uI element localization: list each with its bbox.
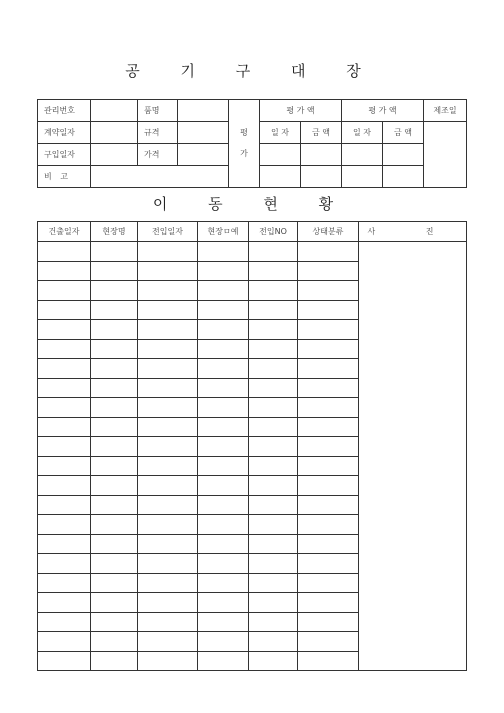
label-manufacture-date: 제조일 <box>424 100 467 122</box>
table-cell[interactable] <box>198 554 249 574</box>
table-cell[interactable] <box>38 398 91 418</box>
label-mgmt-no: 관리번호 <box>38 100 91 122</box>
table-row <box>38 242 467 262</box>
table-cell[interactable] <box>138 612 198 632</box>
table-cell[interactable] <box>249 300 298 320</box>
value-manufacture-date[interactable] <box>424 122 467 188</box>
value-remarks[interactable] <box>91 166 229 188</box>
table-cell[interactable] <box>298 632 359 652</box>
movement-table <box>37 221 467 671</box>
header-col-out-date: 건출일자 <box>38 222 91 242</box>
table-cell[interactable] <box>38 632 91 652</box>
table-cell[interactable] <box>249 573 298 593</box>
page-title: 공 기 구 대 장 <box>125 62 379 80</box>
table-cell[interactable] <box>91 495 138 515</box>
value-amount-1b[interactable] <box>301 166 342 188</box>
table-cell[interactable] <box>91 417 138 437</box>
table-cell[interactable] <box>198 515 249 535</box>
table-cell[interactable] <box>138 651 198 671</box>
table-cell[interactable] <box>249 378 298 398</box>
table-cell[interactable] <box>91 300 138 320</box>
table-cell[interactable] <box>138 632 198 652</box>
value-amount-2b[interactable] <box>383 166 424 188</box>
table-cell[interactable] <box>298 320 359 340</box>
table-cell[interactable] <box>138 281 198 301</box>
table-cell[interactable] <box>138 534 198 554</box>
table-cell[interactable] <box>91 651 138 671</box>
table-cell[interactable] <box>249 554 298 574</box>
value-date-2[interactable] <box>342 144 383 166</box>
table-cell[interactable] <box>138 359 198 379</box>
info-table <box>37 99 467 188</box>
header-col-site-note: 현장ㅁ예 <box>198 222 249 242</box>
table-cell[interactable] <box>249 359 298 379</box>
table-cell[interactable] <box>298 593 359 613</box>
table-cell[interactable] <box>91 593 138 613</box>
table-cell[interactable] <box>138 398 198 418</box>
table-cell[interactable] <box>38 456 91 476</box>
table-cell[interactable] <box>198 320 249 340</box>
table-cell[interactable] <box>91 281 138 301</box>
table-cell[interactable] <box>198 242 249 262</box>
label-valuation-vertical <box>229 100 260 188</box>
table-cell[interactable] <box>298 378 359 398</box>
header-col-status: 상태분류 <box>298 222 359 242</box>
table-cell[interactable] <box>91 339 138 359</box>
table-cell[interactable] <box>91 261 138 281</box>
table-cell[interactable] <box>298 495 359 515</box>
table-cell[interactable] <box>249 593 298 613</box>
table-cell[interactable] <box>91 515 138 535</box>
table-cell[interactable] <box>249 651 298 671</box>
table-cell[interactable] <box>249 515 298 535</box>
table-cell[interactable] <box>38 242 91 262</box>
value-mgmt-no[interactable] <box>91 100 138 122</box>
table-cell[interactable] <box>91 398 138 418</box>
table-cell[interactable] <box>249 261 298 281</box>
table-cell[interactable] <box>91 573 138 593</box>
table-cell[interactable] <box>38 476 91 496</box>
label-price: 가격 <box>138 144 178 166</box>
table-cell[interactable] <box>249 398 298 418</box>
table-cell[interactable] <box>138 476 198 496</box>
label-purchase-date: 구입일자 <box>38 144 91 166</box>
table-cell[interactable] <box>198 573 249 593</box>
table-cell[interactable] <box>198 534 249 554</box>
label-amount-1: 금 액 <box>301 122 342 144</box>
table-cell[interactable] <box>198 651 249 671</box>
table-cell[interactable] <box>198 437 249 457</box>
table-cell[interactable] <box>91 632 138 652</box>
table-cell[interactable] <box>138 573 198 593</box>
table-cell[interactable] <box>198 281 249 301</box>
value-spec[interactable] <box>178 122 229 144</box>
table-cell[interactable] <box>38 359 91 379</box>
header-col-photo: 사 진 <box>359 222 467 242</box>
table-cell[interactable] <box>249 632 298 652</box>
table-cell[interactable] <box>198 417 249 437</box>
table-cell[interactable] <box>38 593 91 613</box>
label-amount-2: 금 액 <box>383 122 424 144</box>
table-cell[interactable] <box>38 534 91 554</box>
table-cell[interactable] <box>38 612 91 632</box>
table-cell[interactable] <box>138 495 198 515</box>
table-cell[interactable] <box>138 320 198 340</box>
table-cell[interactable] <box>298 456 359 476</box>
table-cell[interactable] <box>249 437 298 457</box>
table-cell[interactable] <box>198 339 249 359</box>
table-cell[interactable] <box>198 593 249 613</box>
label-spec: 규격 <box>138 122 178 144</box>
table-cell[interactable] <box>91 612 138 632</box>
valuation-vertical-char-2: 가 <box>240 148 248 158</box>
table-cell[interactable] <box>198 398 249 418</box>
table-cell[interactable] <box>298 300 359 320</box>
table-cell[interactable] <box>249 320 298 340</box>
table-cell[interactable] <box>249 417 298 437</box>
table-cell[interactable] <box>198 378 249 398</box>
table-cell[interactable] <box>298 534 359 554</box>
table-cell[interactable] <box>91 437 138 457</box>
table-cell[interactable] <box>249 281 298 301</box>
table-cell[interactable] <box>198 359 249 379</box>
value-date-2b[interactable] <box>342 166 383 188</box>
table-cell[interactable] <box>138 300 198 320</box>
table-cell[interactable] <box>91 554 138 574</box>
table-cell[interactable] <box>249 495 298 515</box>
table-cell[interactable] <box>91 534 138 554</box>
value-price[interactable] <box>178 144 229 166</box>
table-cell[interactable] <box>38 281 91 301</box>
label-valuation-amount-1: 평 가 액 <box>260 100 342 122</box>
table-cell[interactable] <box>198 612 249 632</box>
table-cell[interactable] <box>138 339 198 359</box>
table-cell[interactable] <box>198 261 249 281</box>
table-cell[interactable] <box>298 417 359 437</box>
table-cell[interactable] <box>298 359 359 379</box>
table-cell[interactable] <box>91 359 138 379</box>
table-cell[interactable] <box>138 593 198 613</box>
table-cell[interactable] <box>298 651 359 671</box>
table-cell[interactable] <box>91 476 138 496</box>
table-cell[interactable] <box>91 242 138 262</box>
table-cell[interactable] <box>38 651 91 671</box>
table-cell[interactable] <box>38 320 91 340</box>
label-valuation-amount-2: 평 가 액 <box>342 100 424 122</box>
table-cell[interactable] <box>249 476 298 496</box>
table-cell[interactable] <box>91 320 138 340</box>
table-cell[interactable] <box>249 534 298 554</box>
header-col-in-date: 전입일자 <box>138 222 198 242</box>
table-cell[interactable] <box>298 339 359 359</box>
table-cell[interactable] <box>138 378 198 398</box>
table-cell[interactable] <box>298 437 359 457</box>
label-remarks: 비 고 <box>38 166 91 188</box>
table-cell[interactable] <box>249 456 298 476</box>
label-contract-date: 계약일자 <box>38 122 91 144</box>
header-col-site-name: 현장명 <box>91 222 138 242</box>
table-cell[interactable] <box>298 261 359 281</box>
movement-title: 이 동 현 황 <box>152 195 352 213</box>
table-cell[interactable] <box>198 456 249 476</box>
table-cell[interactable] <box>138 437 198 457</box>
table-cell[interactable] <box>38 573 91 593</box>
table-cell[interactable] <box>198 495 249 515</box>
table-cell[interactable] <box>298 554 359 574</box>
table-cell[interactable] <box>138 242 198 262</box>
value-purchase-date[interactable] <box>91 144 138 166</box>
table-cell[interactable] <box>298 398 359 418</box>
table-cell[interactable] <box>38 339 91 359</box>
table-cell[interactable] <box>249 242 298 262</box>
table-cell[interactable] <box>298 476 359 496</box>
value-amount-2[interactable] <box>383 144 424 166</box>
table-cell[interactable] <box>38 495 91 515</box>
label-date-1: 일 자 <box>260 122 301 144</box>
header-col-in-no: 전입NO <box>249 222 298 242</box>
table-cell[interactable] <box>91 378 138 398</box>
table-cell[interactable] <box>138 456 198 476</box>
table-cell[interactable] <box>38 261 91 281</box>
valuation-vertical-char-1: 평 <box>240 127 248 137</box>
table-cell[interactable] <box>298 612 359 632</box>
table-cell[interactable] <box>138 417 198 437</box>
table-cell[interactable] <box>249 612 298 632</box>
table-cell[interactable] <box>91 456 138 476</box>
table-cell[interactable] <box>138 554 198 574</box>
table-cell[interactable] <box>38 515 91 535</box>
value-date-1[interactable] <box>260 144 301 166</box>
table-cell[interactable] <box>198 476 249 496</box>
table-cell[interactable] <box>198 300 249 320</box>
table-cell[interactable] <box>138 515 198 535</box>
label-date-2: 일 자 <box>342 122 383 144</box>
table-cell[interactable] <box>38 554 91 574</box>
table-cell[interactable] <box>298 281 359 301</box>
table-cell[interactable] <box>38 378 91 398</box>
photo-area[interactable] <box>359 242 467 671</box>
value-date-1b[interactable] <box>260 166 301 188</box>
value-product-name[interactable] <box>178 100 229 122</box>
table-cell[interactable] <box>298 242 359 262</box>
table-cell[interactable] <box>298 515 359 535</box>
table-cell[interactable] <box>38 300 91 320</box>
value-amount-1[interactable] <box>301 144 342 166</box>
table-cell[interactable] <box>298 573 359 593</box>
table-cell[interactable] <box>249 339 298 359</box>
table-cell[interactable] <box>38 437 91 457</box>
value-contract-date[interactable] <box>91 122 138 144</box>
table-cell[interactable] <box>38 417 91 437</box>
label-product-name: 품명 <box>138 100 178 122</box>
table-cell[interactable] <box>198 632 249 652</box>
table-cell[interactable] <box>138 261 198 281</box>
